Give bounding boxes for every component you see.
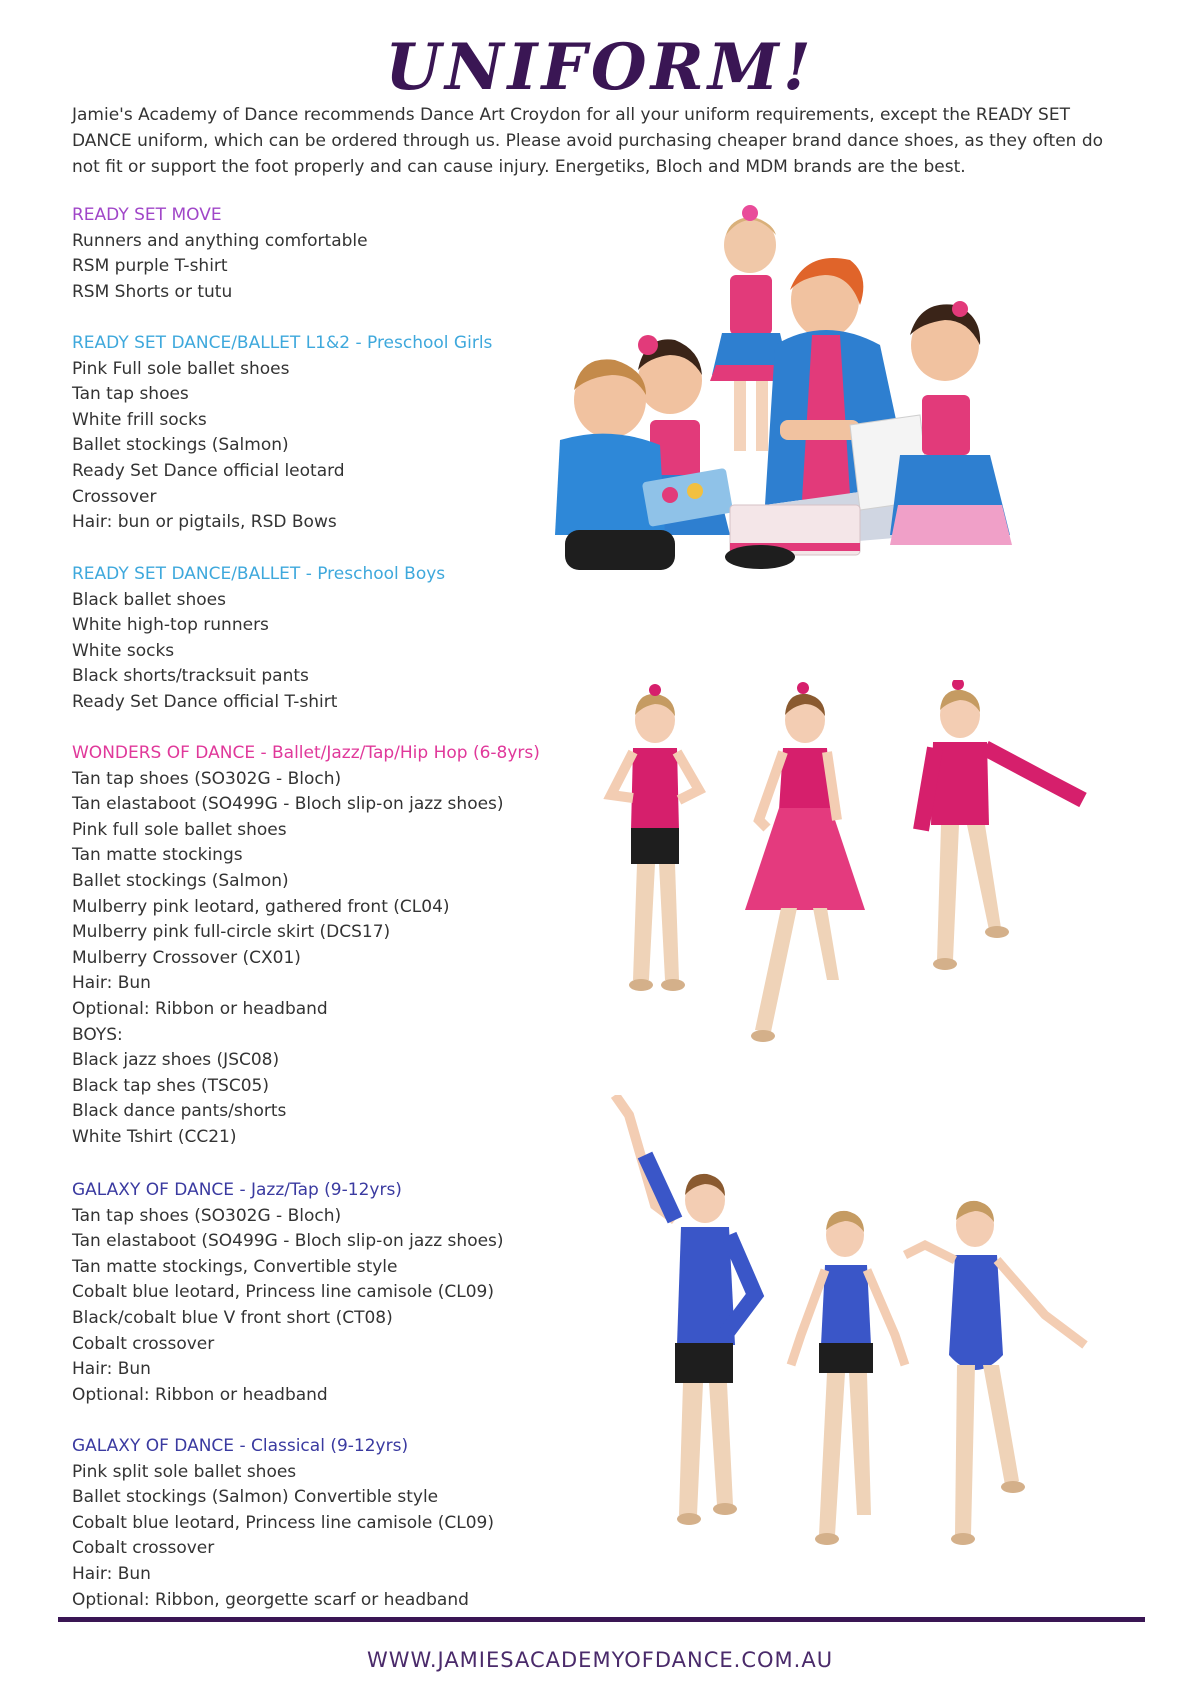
section-heading: WONDERS OF DANCE - Ballet/Jazz/Tap/Hip Hop (6-8yrs): [72, 743, 540, 763]
item-list: [72, 229, 592, 306]
list-item: Tan tap shoes: [72, 384, 189, 405]
list-item: Mulberry Crossover (CX01): [72, 947, 301, 968]
list-item: Hair: Bun: [72, 973, 151, 994]
website-url[interactable]: WWW.JAMIESACADEMYOFDANCE.COM.AU: [366, 1648, 834, 1672]
section-galaxy-jazz-tap: [72, 1178, 592, 1408]
list-item: White Tshirt (CC21): [72, 1126, 237, 1147]
list-item: Mulberry pink leotard, gathered front (CL04): [72, 896, 450, 917]
list-item: Tan elastaboot (SO499G - Bloch slip-on jazz shoes): [72, 794, 504, 815]
galaxy-of-dance-photo: [605, 1095, 1105, 1575]
wonders-of-dance-photo: [575, 680, 1105, 1070]
intro-paragraph: Jamie's Academy of Dance recommends Dance Art Croydon for all your uniform requirements, except the READY SET DANCE uniform, which can be ordered through us. Please avoid purchasing cheaper brand dance shoes, as they often do not fit or support the foot properly and can cause injury. Energetiks, Bloch and MDM brands are the best.: [72, 105, 1104, 177]
list-item: White high-top runners: [72, 615, 269, 636]
section-ready-set-dance-girls: [72, 331, 592, 536]
list-item: Tan matte stockings: [72, 845, 243, 866]
section-heading: [72, 1178, 592, 1204]
list-item: Ready Set Dance official leotard: [72, 460, 345, 481]
section-ready-set-dance-boys: [72, 562, 592, 716]
list-item: Optional: Ribbon, georgette scarf or headband: [72, 1589, 469, 1610]
list-item: Cobalt blue leotard, Princess line camisole (CL09): [72, 1282, 494, 1303]
list-item: RSM Shorts or tutu: [72, 281, 233, 302]
section-heading: READY SET DANCE/BALLET - Preschool Boys: [72, 564, 446, 584]
section-heading-main: GALAXY OF DANCE: [72, 1180, 235, 1200]
list-item: Runners and anything comfortable: [72, 230, 368, 251]
list-item: Tan tap shoes (SO302G - Bloch): [72, 1205, 342, 1226]
list-item: Pink split sole ballet shoes: [72, 1461, 297, 1482]
item-list: [72, 357, 592, 536]
list-item: Black shorts/tracksuit pants: [72, 666, 309, 687]
item-list: [72, 767, 592, 1151]
list-item: Ready Set Dance official T-shirt: [72, 691, 338, 712]
list-item: Hair: Bun: [72, 1359, 151, 1380]
section-heading-main: GALAXY OF DANCE: [72, 1436, 235, 1456]
list-item: BOYS:: [72, 1024, 123, 1045]
list-item: Cobalt blue leotard, Princess line camisole (CL09): [72, 1512, 494, 1533]
item-list: [72, 1460, 592, 1614]
section-galaxy-classical: [72, 1434, 592, 1613]
list-item: Cobalt crossover: [72, 1333, 215, 1354]
item-list: [72, 588, 592, 716]
footer-divider: [58, 1617, 1145, 1622]
list-item: White socks: [72, 640, 175, 661]
list-item: Pink Full sole ballet shoes: [72, 358, 290, 379]
list-item: Pink full sole ballet shoes: [72, 819, 287, 840]
section-wonders-of-dance: [72, 741, 592, 1151]
list-item: RSM purple T-shirt: [72, 256, 228, 277]
section-ready-set-move: [72, 203, 592, 305]
list-item: Hair: Bun: [72, 1563, 151, 1584]
list-item: Tan matte stockings, Convertible style: [72, 1256, 398, 1277]
list-item: Hair: bun or pigtails, RSD Bows: [72, 512, 337, 533]
list-item: Mulberry pink full-circle skirt (DCS17): [72, 922, 391, 943]
list-item: Black/cobalt blue V front short (CT08): [72, 1307, 393, 1328]
list-item: Optional: Ribbon or headband: [72, 998, 328, 1019]
section-heading: READY SET MOVE: [72, 205, 222, 225]
page-title: UNIFORM!: [385, 30, 815, 105]
list-item: Black tap shes (TSC05): [72, 1075, 269, 1096]
item-list: [72, 1204, 592, 1409]
list-item: Optional: Ribbon or headband: [72, 1384, 328, 1405]
ready-set-dance-group-photo: [550, 205, 1020, 635]
list-item: Ballet stockings (Salmon): [72, 435, 289, 456]
list-item: Ballet stockings (Salmon) Convertible style: [72, 1487, 439, 1508]
list-item: Crossover: [72, 486, 157, 507]
list-item: Tan elastaboot (SO499G - Bloch slip-on jazz shoes): [72, 1231, 504, 1252]
list-item: Tan tap shoes (SO302G - Bloch): [72, 768, 342, 789]
list-item: Black jazz shoes (JSC08): [72, 1050, 280, 1071]
section-heading-sub: - Classical (9-12yrs): [234, 1436, 409, 1456]
section-heading: [72, 1434, 592, 1460]
section-heading: READY SET DANCE/BALLET L1&2 - Preschool Girls: [72, 333, 493, 353]
list-item: Cobalt crossover: [72, 1538, 215, 1559]
list-item: White frill socks: [72, 409, 207, 430]
section-heading-sub: - Jazz/Tap (9-12yrs): [234, 1180, 402, 1200]
list-item: Black dance pants/shorts: [72, 1101, 287, 1122]
list-item: Ballet stockings (Salmon): [72, 870, 289, 891]
list-item: Black ballet shoes: [72, 589, 226, 610]
